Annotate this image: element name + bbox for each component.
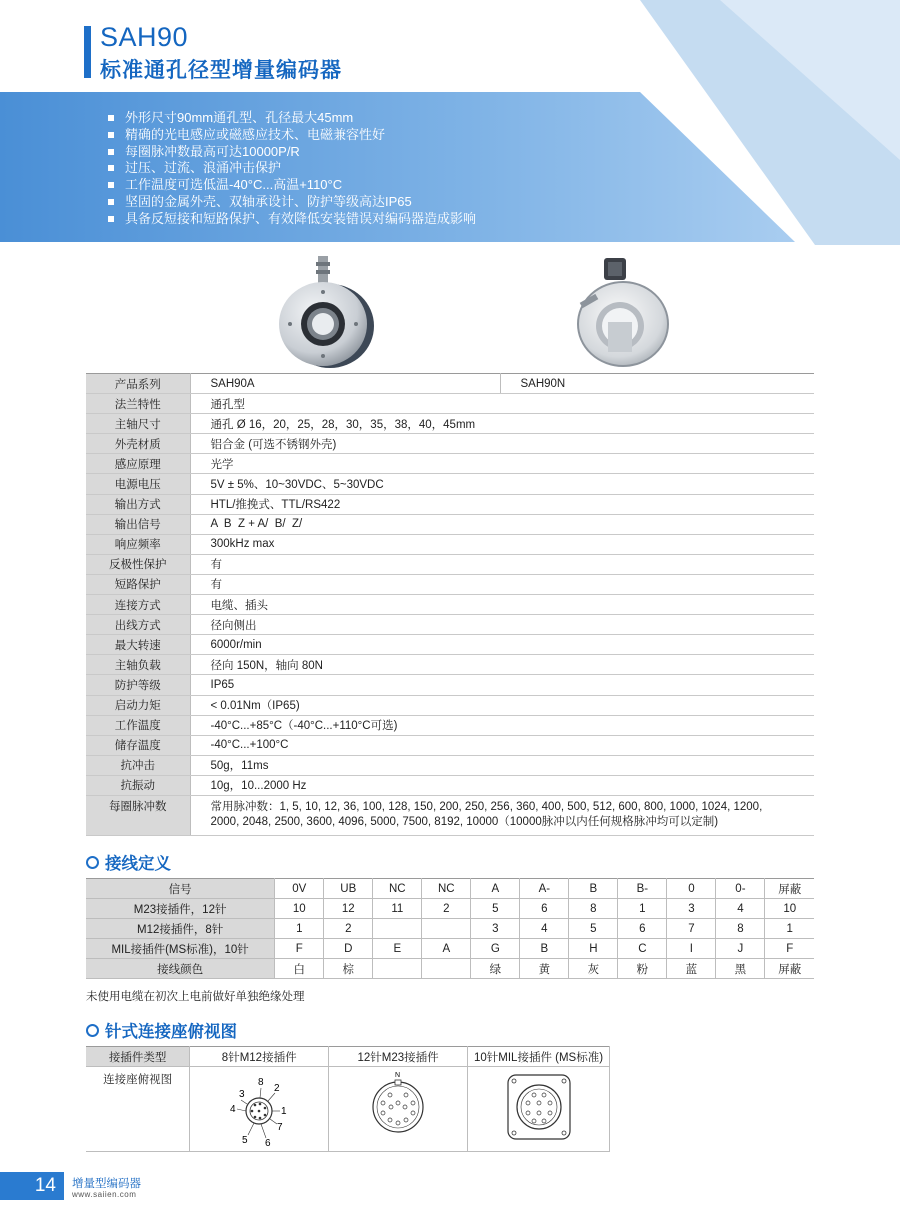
page-subtitle: 标准通孔径型增量编码器 — [100, 59, 342, 82]
table-row — [86, 715, 814, 735]
spec-value: A B Z + A/ B/ Z/ — [190, 514, 814, 534]
spec-value: 有 — [190, 554, 814, 574]
table-row — [86, 615, 814, 635]
table-row — [86, 374, 814, 394]
spec-label: 每圈脉冲数 — [86, 795, 190, 835]
m23-pinout — [329, 1067, 468, 1152]
table-row: MIL接插件(MS标准)，10针 F D E A G B H C I J F — [86, 939, 814, 959]
spec-label: 产品系列 — [86, 374, 190, 394]
spec-label: 启动力矩 — [86, 695, 190, 715]
footer-url: www.saiien.com — [72, 1190, 137, 1199]
bullet-icon — [108, 216, 114, 222]
feature-list — [108, 110, 476, 228]
table-row — [86, 574, 814, 594]
table-row — [86, 775, 814, 795]
page-number: 14 — [0, 1172, 64, 1200]
circle-bullet-icon — [86, 856, 99, 869]
spec-table — [86, 373, 814, 836]
spec-value: 5V ± 5%、10~30VDC、5~30VDC — [190, 474, 814, 494]
pin-label: 6 — [265, 1138, 271, 1149]
table-row — [86, 795, 814, 835]
pin-label: 3 — [239, 1089, 245, 1100]
circle-bullet-icon — [86, 1024, 99, 1037]
table-row — [86, 514, 814, 534]
list-item: 每圈脉冲数最高可达10000P/R — [108, 144, 476, 161]
bullet-icon — [108, 132, 114, 138]
spec-label: 储存温度 — [86, 735, 190, 755]
pin-layout-table — [86, 1046, 610, 1152]
table-row — [86, 494, 814, 514]
spec-label: 外壳材质 — [86, 434, 190, 454]
spec-label: 输出信号 — [86, 514, 190, 534]
table-row — [86, 434, 814, 454]
table-row — [86, 414, 814, 434]
page-title: SAH90 — [100, 22, 189, 52]
spec-value: -40°C...+85°C（-40°C...+110°C可选) — [190, 715, 814, 735]
pin-label: 1 — [281, 1106, 287, 1117]
spec-label: 反极性保护 — [86, 554, 190, 574]
table-row — [86, 534, 814, 554]
spec-label: 工作温度 — [86, 715, 190, 735]
table-row — [86, 454, 814, 474]
list-item: 工作温度可选低温-40°C...高温+110°C — [108, 177, 476, 194]
spec-label: 抗冲击 — [86, 755, 190, 775]
spec-value: 50g，11ms — [190, 755, 814, 775]
wiring-note: 未使用电缆在初次上电前做好单独绝缘处理 — [86, 991, 305, 1003]
spec-value: 有 — [190, 574, 814, 594]
list-item: 精确的光电感应或磁感应技术、电磁兼容性好 — [108, 127, 476, 144]
bullet-icon — [108, 199, 114, 205]
spec-value: 径向 150N，轴向 80N — [190, 655, 814, 675]
table-row — [86, 474, 814, 494]
spec-value: 300kHz max — [190, 534, 814, 554]
table-row: 信号 0V UB NC NC A A- B B- 0 0- 屏蔽 — [86, 879, 814, 899]
pin-label: 8 — [258, 1077, 264, 1088]
table-row: M12接插件，8针 1 2 3 4 5 6 7 8 1 — [86, 919, 814, 939]
spec-label: 主轴负载 — [86, 655, 190, 675]
mil-connector-diagram — [484, 1067, 594, 1151]
spec-value: 10g，10...2000 Hz — [190, 775, 814, 795]
table-row — [86, 735, 814, 755]
encoder-photo-sah90n — [568, 252, 678, 372]
pin-label: N — [395, 1072, 401, 1079]
spec-value: 径向侧出 — [190, 615, 814, 635]
table-row: 连接座俯视图 3 8 2 4 1 7 5 6 N — [86, 1067, 610, 1152]
table-row — [86, 755, 814, 775]
list-item: 过压、过流、浪涌冲击保护 — [108, 160, 476, 177]
encoder-photo-sah90a — [268, 252, 378, 372]
table-row: 接线颜色 白 棕 绿 黄 灰 粉 蓝 黑 屏蔽 — [86, 959, 814, 979]
section-heading-pins: 针式连接座俯视图 — [86, 1018, 237, 1042]
bullet-icon — [108, 165, 114, 171]
table-row — [86, 695, 814, 715]
bullet-icon — [108, 182, 114, 188]
spec-label: 电源电压 — [86, 474, 190, 494]
spec-label: 主轴尺寸 — [86, 414, 190, 434]
table-row — [86, 675, 814, 695]
table-row: 接插件类型 8针M12接插件 12针M23接插件 10针MIL接插件 (MS标准) — [86, 1047, 610, 1067]
pin-label: 2 — [274, 1083, 280, 1094]
spec-label: 响应频率 — [86, 534, 190, 554]
table-row — [86, 635, 814, 655]
list-item: 外形尺寸90mm通孔型、孔径最大45mm — [108, 110, 476, 127]
bullet-icon — [108, 115, 114, 121]
wiring-table — [86, 878, 814, 979]
bullet-icon — [108, 149, 114, 155]
table-row — [86, 554, 814, 574]
section-heading-wiring: 接线定义 — [86, 850, 171, 874]
list-item: 坚固的金属外壳、双轴承设计、防护等级高达IP65 — [108, 194, 476, 211]
spec-label: 短路保护 — [86, 574, 190, 594]
spec-value: 通孔型 — [190, 394, 814, 414]
mil-pinout — [468, 1067, 610, 1152]
list-item: 具备反短接和短路保护、有效降低安装错误对编码器造成影响 — [108, 211, 476, 228]
title-accent-bar — [84, 26, 91, 78]
spec-value: 6000r/min — [190, 635, 814, 655]
m23-connector-diagram — [343, 1067, 453, 1151]
spec-label: 连接方式 — [86, 595, 190, 615]
pin-label: 7 — [277, 1122, 283, 1133]
spec-value: IP65 — [190, 675, 814, 695]
spec-value: 通孔 Ø 16，20，25，28，30，35，38，40，45mm — [190, 414, 814, 434]
table-row: M23接插件，12针 10 12 11 2 5 6 8 1 3 4 10 — [86, 899, 814, 919]
spec-value: -40°C...+100°C — [190, 735, 814, 755]
pin-label: 5 — [242, 1135, 248, 1146]
spec-value: 铝合金 (可选不锈钢外壳) — [190, 434, 814, 454]
spec-label: 感应原理 — [86, 454, 190, 474]
pin-label: 4 — [230, 1104, 236, 1115]
table-row — [86, 655, 814, 675]
table-row — [86, 394, 814, 414]
spec-value: < 0.01Nm（IP65) — [190, 695, 814, 715]
spec-value: HTL/推挽式、TTL/RS422 — [190, 494, 814, 514]
spec-value: 光学 — [190, 454, 814, 474]
spec-label: 输出方式 — [86, 494, 190, 514]
spec-label: 法兰特性 — [86, 394, 190, 414]
spec-label: 防护等级 — [86, 675, 190, 695]
table-row — [86, 595, 814, 615]
spec-label: 出线方式 — [86, 615, 190, 635]
m12-pinout — [190, 1067, 329, 1152]
m12-connector-diagram — [204, 1067, 314, 1151]
footer-title: 增量型编码器 — [72, 1178, 141, 1190]
spec-label: 最大转速 — [86, 635, 190, 655]
spec-value: SAH90N — [500, 374, 814, 394]
spec-value: 电缆、插头 — [190, 595, 814, 615]
spec-label: 抗振动 — [86, 775, 190, 795]
spec-value: SAH90A — [190, 374, 500, 394]
spec-value: 常用脉冲数：1, 5, 10, 12, 36, 100, 128, 150, 200, 250, 256, 360, 400, 500, 512, 600, 800, 1000, 1024, 1200, 2000, 2048, 2500, 3600, 4096, 5000, 7500, 8192, 10000（10000脉冲以内任何规格脉冲均可以定制) — [190, 795, 814, 835]
